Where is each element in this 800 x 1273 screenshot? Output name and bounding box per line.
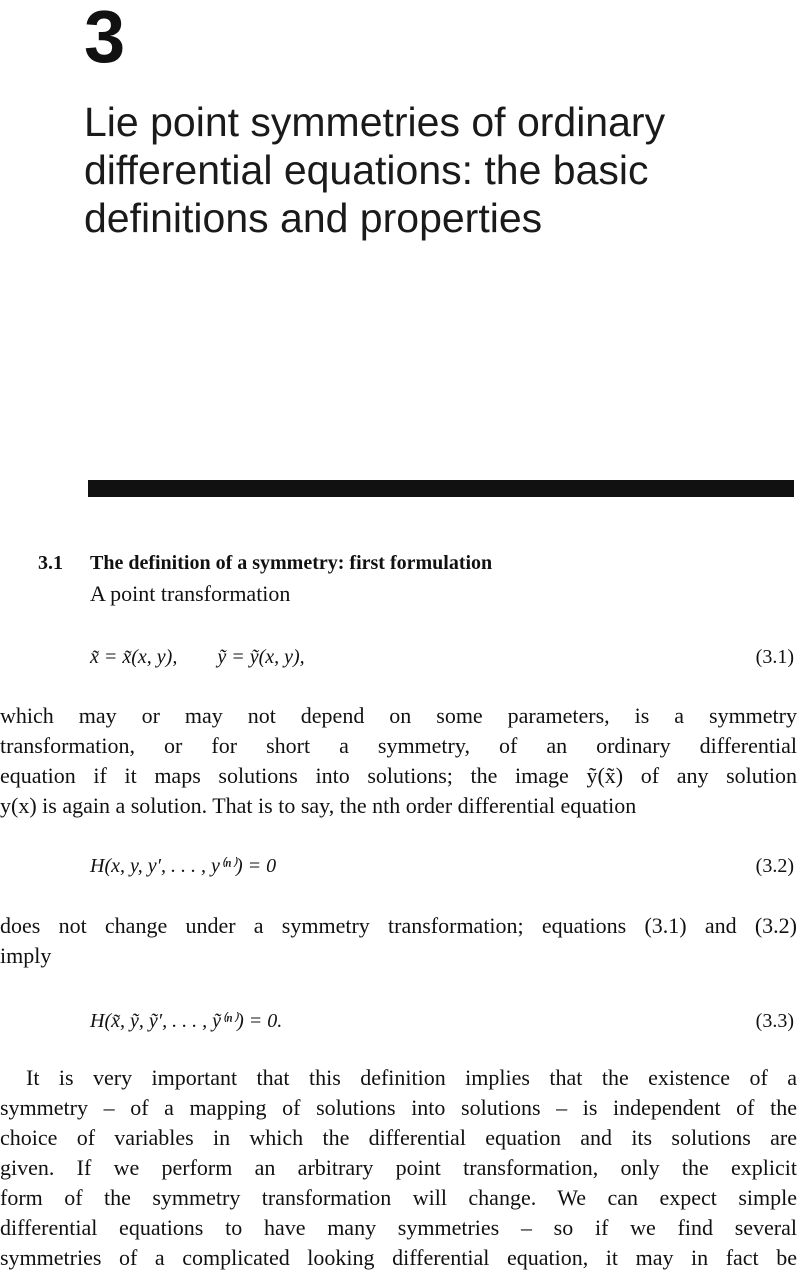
paragraph-line: differential equations to have many symmetries – so if we find several: [0, 1215, 797, 1240]
equation-body: H(x̃, ỹ, ỹ′, . . . , ỹ⁽ⁿ⁾) = 0.: [90, 1010, 283, 1032]
section-number: 3.1: [38, 552, 63, 574]
paragraph-line: which may or may not depend on some parameters, is a symmetry: [0, 703, 797, 728]
equation-body: H(x, y, y′, . . . , y⁽ⁿ⁾) = 0: [90, 855, 277, 877]
paragraph-line: symmetries of a complicated looking differential equation, it may in fact be: [0, 1245, 797, 1270]
equation-3-1: [90, 643, 794, 671]
chapter-divider-rule: [88, 480, 794, 497]
paragraph-line: given. If we perform an arbitrary point transformation, only the explicit: [0, 1155, 797, 1180]
equation-number: (3.3): [755, 1010, 794, 1032]
chapter-title-line: definitions and properties: [84, 195, 543, 241]
section-intro-text: A point transformation: [90, 581, 291, 606]
paragraph-line: imply: [0, 943, 52, 968]
paragraph-line: symmetry – of a mapping of solutions into solutions – is independent of the: [0, 1095, 797, 1120]
chapter-title-line: differential equations: the basic: [84, 147, 649, 193]
equation-number: (3.2): [755, 855, 794, 877]
paragraph-line: y(x) is again a solution. That is to say, the nth order differential equation: [0, 793, 637, 818]
paragraph: [0, 911, 797, 971]
equation-3-3: [90, 1007, 794, 1035]
equation-number: (3.1): [755, 646, 794, 668]
paragraph: [0, 1063, 797, 1273]
equation-body: x̃ = x̃(x, y), ỹ = ỹ(x, y),: [90, 646, 305, 668]
paragraph-line: does not change under a symmetry transformation; equations (3.1) and (3.2): [0, 913, 797, 938]
chapter-title: [84, 98, 784, 242]
paragraph-line: choice of variables in which the differential equation and its solutions are: [0, 1125, 797, 1150]
chapter-title-line: Lie point symmetries of ordinary: [84, 99, 666, 145]
chapter-number: 3: [84, 0, 125, 78]
paragraph-line: form of the symmetry transformation will change. We can expect simple: [0, 1185, 797, 1210]
paragraph-line: transformation, or for short a symmetry, of an ordinary differential: [0, 733, 797, 758]
section-title: The definition of a symmetry: first formulation: [90, 552, 493, 574]
paragraph-line: equation if it maps solutions into solutions; the image ỹ(x̃) of any solution: [0, 763, 797, 788]
paragraph: [0, 701, 797, 821]
equation-3-2: [90, 852, 794, 880]
paragraph-line: It is very important that this definition implies that the existence of a: [26, 1065, 797, 1090]
